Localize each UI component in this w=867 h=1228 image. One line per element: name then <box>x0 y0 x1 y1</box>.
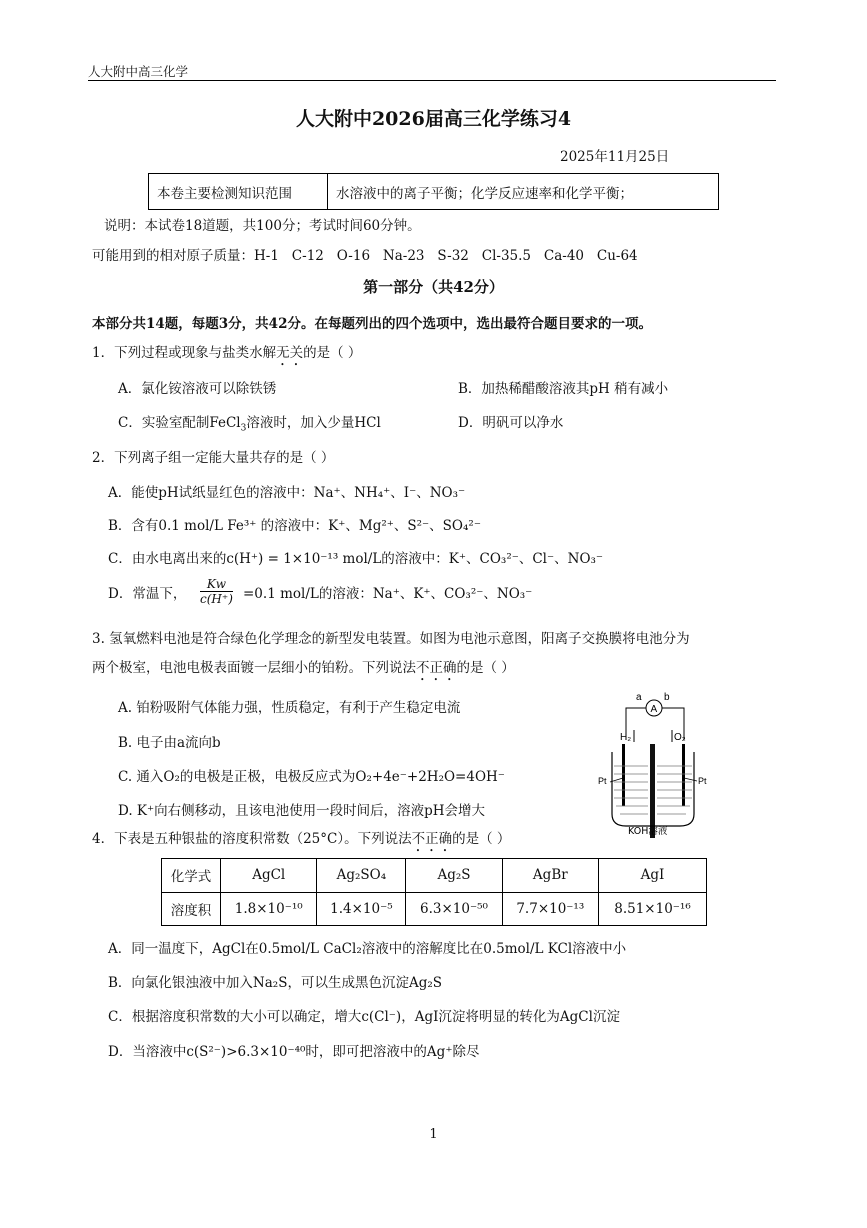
q1-option-c-sub: 3 <box>240 423 247 434</box>
left-electrode <box>622 744 625 806</box>
q1-stem-text: 1．下列过程或现象与盐类水解 <box>92 345 277 361</box>
section-instruction: 本部分共14题，每题3分，共42分。在每题列出的四个选项中，选出最符合题目要求的一项。 <box>92 316 652 332</box>
q1-stem <box>92 341 361 369</box>
q1-option-a: A．氯化铵溶液可以除铁锈 <box>118 381 277 397</box>
label-a: a <box>636 692 642 703</box>
ksp-header-cell: 化学式 <box>162 859 221 893</box>
scope-table <box>148 173 719 210</box>
q2-option-d-pre: D．常温下， <box>108 586 187 602</box>
q3-option-c: C. 通入O₂的电极是正极，电极反应式为O₂+4e⁻+2H₂O=4OH⁻ <box>118 769 505 785</box>
ksp-value-cell: 1.4×10⁻⁵ <box>317 892 406 926</box>
ksp-table <box>161 858 707 926</box>
label-pt-left: Pt <box>598 776 607 786</box>
q2-option-a: A．能使pH试纸显红色的溶液中：Na⁺、NH₄⁺、I⁻、NO₃⁻ <box>108 485 466 501</box>
ksp-value-cell: 溶度积 <box>162 892 221 926</box>
header-school-label: 人大附中高三化学 <box>88 64 189 79</box>
q1-option-c-text: C．实验室配制FeCl <box>118 415 241 431</box>
q4-emphasis: 不正确 <box>411 831 453 847</box>
fuel-cell-diagram <box>598 690 708 838</box>
exam-description: 说明：本试卷18道题，共100分；考试时间60分钟。 <box>104 218 421 234</box>
page-title: 人大附中2026届高三化学练习4 <box>295 108 572 130</box>
q1-emphasis: 无关 <box>276 345 304 361</box>
q2-fraction <box>200 577 233 606</box>
ksp-header-cell: AgCl <box>221 859 317 893</box>
ksp-value-row <box>162 892 707 926</box>
pt-right-pointer <box>684 778 697 781</box>
label-pt-right: Pt <box>698 776 707 786</box>
label-h2: H₂ <box>620 732 632 743</box>
q4-option-c: C．根据溶度积常数的大小可以确定，增大c(Cl⁻)，AgI沉淀将明显的转化为AgCl沉淀 <box>108 1009 620 1025</box>
ksp-value-cell: 1.8×10⁻¹⁰ <box>221 892 317 926</box>
ksp-value-cell: 7.7×10⁻¹³ <box>502 892 598 926</box>
q3-stem-line2 <box>92 656 515 684</box>
section-title: 第一部分（共42分） <box>363 278 504 296</box>
ksp-header-cell: AgI <box>598 859 706 893</box>
q2-option-d: =0.1 mol/L的溶液：Na⁺、K⁺、CO₃²⁻、NO₃⁻ <box>243 586 533 602</box>
ksp-header-cell: Ag₂SO₄ <box>317 859 406 893</box>
q1-stem-end: 的是（ ） <box>303 345 362 361</box>
header-rule <box>88 80 776 81</box>
scope-content: 水溶液中的离子平衡；化学反应速率和化学平衡； <box>328 174 719 210</box>
q2-stem: 2．下列离子组一定能大量共存的是（ ） <box>92 450 335 466</box>
q3-stem-text: 两个极室，电池电极表面镀一层细小的铂粉。下列说法 <box>92 660 416 676</box>
ksp-header-cell: Ag₂S <box>406 859 502 893</box>
q3-option-a: A. 铂粉吸附气体能力强，性质稳定，有利于产生稳定电流 <box>118 700 461 716</box>
q4-stem <box>92 827 510 855</box>
q4-option-a: A．同一温度下，AgCl在0.5mol/L CaCl₂溶液中的溶解度比在0.5mol/L KCl溶液中小 <box>108 941 627 957</box>
q1-option-c-end: 溶液时，加入少量HCl <box>246 415 381 431</box>
q3-stem-line1: 3. 氢氧燃料电池是符合绿色化学理念的新型发电装置。如图为电池示意图，阳离子交换膜将电池分为 <box>92 631 690 647</box>
q3-emphasis: 不正确 <box>416 660 457 676</box>
q1-option-b: B．加热稀醋酸溶液其pH 稍有减小 <box>458 381 669 397</box>
q2-fraction-denominator: c(H⁺) <box>200 592 233 606</box>
atomic-mass-line: 可能用到的相对原子质量：H-1 C-12 O-16 Na-23 S-32 Cl-35.5 Ca-40 Cu-64 <box>92 248 638 264</box>
label-o2: O₂ <box>674 732 686 743</box>
q2-option-b: B．含有0.1 mol/L Fe³⁺ 的溶液中：K⁺、Mg²⁺、S²⁻、SO₄²⁻ <box>108 518 481 534</box>
ksp-value-cell: 8.51×10⁻¹⁶ <box>598 892 706 926</box>
q2-option-c: C．由水电离出来的c(H⁺) = 1×10⁻¹³ mol/L的溶液中：K⁺、CO₃²⁻、Cl⁻、NO₃⁻ <box>108 551 604 567</box>
ammeter-label: A <box>650 704 658 715</box>
ksp-header-row <box>162 859 707 893</box>
ksp-value-cell: 6.3×10⁻⁵⁰ <box>406 892 502 926</box>
label-b: b <box>664 692 670 703</box>
q4-option-d: D．当溶液中c(S²⁻)>6.3×10⁻⁴⁰时，即可把溶液中的Ag⁺除尽 <box>108 1044 480 1060</box>
label-koh: KOH溶液 <box>628 826 668 837</box>
q4-stem-end: 的是（ ） <box>452 831 511 847</box>
q4-stem-text: 4．下表是五种银盐的溶度积常数（25°C）。下列说法 <box>92 831 412 847</box>
q3-option-b: B. 电子由a流向b <box>118 735 221 751</box>
right-electrode <box>682 744 685 806</box>
q3-option-d: D. K⁺向右侧移动，且该电池使用一段时间后，溶液pH会增大 <box>118 803 486 819</box>
scope-label: 本卷主要检测知识范围 <box>149 174 328 210</box>
page-number: 1 <box>429 1127 438 1142</box>
q1-option-c <box>118 411 381 434</box>
q4-option-b: B．向氯化银浊液中加入Na₂S，可以生成黑色沉淀Ag₂S <box>108 975 442 991</box>
exchange-membrane <box>650 744 655 838</box>
q3-stem-end: 的是（ ） <box>456 660 515 676</box>
q2-fraction-numerator: Kw <box>200 577 233 592</box>
q1-option-d: D．明矾可以净水 <box>458 415 564 431</box>
exam-date: 2025年11月25日 <box>560 149 670 165</box>
ksp-header-cell: AgBr <box>502 859 598 893</box>
